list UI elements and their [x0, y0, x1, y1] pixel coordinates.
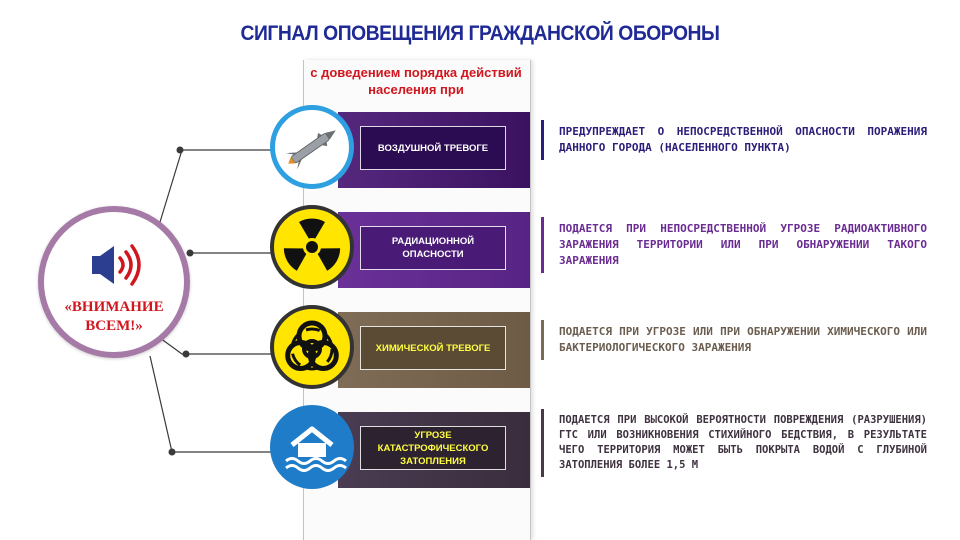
subtitle: с доведением порядка действий населения при — [310, 65, 522, 97]
missile-icon — [270, 105, 354, 189]
speaker-icon — [88, 240, 144, 290]
signal-description-air-raid — [541, 124, 927, 156]
description-bar — [541, 409, 544, 477]
description-bar — [541, 217, 544, 273]
description-bar — [541, 320, 544, 360]
connector-dot-3 — [183, 351, 190, 358]
radiation-icon — [270, 205, 354, 289]
attention-all-text: «ВНИМАНИЕ ВСЕМ!» — [64, 299, 164, 334]
signal-band-air-raid — [338, 112, 530, 188]
signal-label-chemical: ХИМИЧЕСКОЙ ТРЕВОГЕ — [360, 326, 506, 370]
signal-label-air-raid: ВОЗДУШНОЙ ТРЕВОГЕ — [360, 126, 506, 170]
flood-house-icon — [270, 405, 354, 489]
description-text: ПОДАЕТСЯ ПРИ УГРОЗЕ ИЛИ ПРИ ОБНАРУЖЕНИИ ХИМИЧЕСКОГО ИЛИ БАКТЕРИОЛОГИЧЕСКОГО ЗАРАЖЕНИЯ — [559, 325, 927, 354]
attention-all-circle — [38, 206, 190, 358]
signal-description-radiation — [541, 221, 927, 269]
signal-band-flood — [338, 412, 530, 488]
description-text: ПОДАЕТСЯ ПРИ НЕПОСРЕДСТВЕННОЙ УГРОЗЕ РАДИОАКТИВНОГО ЗАРАЖЕНИЯ ТЕРРИТОРИИ ИЛИ ПРИ ОБНАРУЖЕНИИ ТАКОГО ЗАРАЖЕНИЯ — [559, 222, 927, 267]
connector-dot-2 — [187, 250, 194, 257]
biohazard-icon — [270, 305, 354, 389]
connector-dot-1 — [177, 147, 184, 154]
signal-band-chemical — [338, 312, 530, 388]
signal-label-radiation: РАДИАЦИОННОЙ ОПАСНОСТИ — [360, 226, 506, 270]
signal-label-flood: УГРОЗЕ КАТАСТРОФИЧЕСКОГО ЗАТОПЛЕНИЯ — [360, 426, 506, 470]
page-title: СИГНАЛ ОПОВЕЩЕНИЯ ГРАЖДАНСКОЙ ОБОРОНЫ — [240, 22, 720, 45]
connector-dot-4 — [169, 449, 176, 456]
description-text: ПРЕДУПРЕЖДАЕТ О НЕПОСРЕДСТВЕННОЙ ОПАСНОСТИ ПОРАЖЕНИЯ ДАННОГО ГОРОДА (НАСЕЛЕННОГО ПУНКТА) — [559, 125, 927, 154]
description-bar — [541, 120, 544, 160]
signal-description-flood — [541, 413, 927, 473]
signal-description-chemical — [541, 324, 927, 356]
description-text: ПОДАЕТСЯ ПРИ ВЫСОКОЙ ВЕРОЯТНОСТИ ПОВРЕЖДЕНИЯ (РАЗРУШЕНИЯ) ГТС ИЛИ ВОЗНИКНОВЕНИЯ СТИХИЙНОГО БЕДСТВИЯ, В РЕЗУЛЬТАТЕ ЧЕГО ТЕРРИТОРИЯ МОЖЕТ БЫТЬ ПОКРЫТА ВОДОЙ С ГЛУБИНОЙ ЗАТОПЛЕНИЯ БОЛЕЕ 1,5 М — [559, 414, 927, 471]
signal-band-radiation — [338, 212, 530, 288]
